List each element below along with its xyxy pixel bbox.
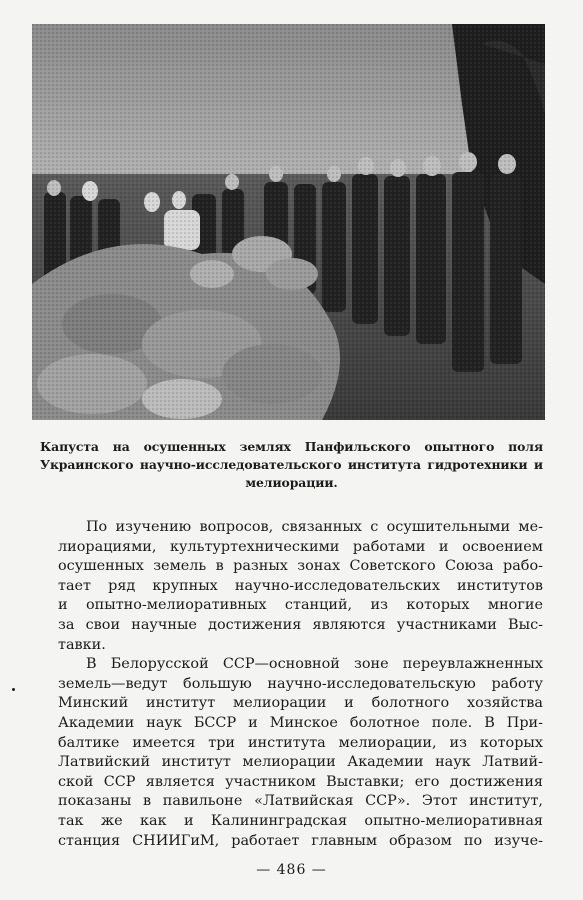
text-line: Латвийский институт мелиорации Академии наук Латвий- (58, 754, 543, 771)
text-line: показаны в павильоне «Латвийская ССР». Этот институт, (58, 793, 543, 810)
field-photograph (32, 24, 545, 420)
text-line: тает ряд крупных научно-исследовательских институтов (58, 577, 543, 594)
text-line: балтике имеется три института мелиорации, из которых (58, 734, 543, 751)
text-line: По изучению вопросов, связанных с осушительными ме- (86, 519, 543, 535)
text-line: Академии наук БССР и Минское болотное поле. В При- (58, 714, 543, 731)
text-line: тавки. (58, 636, 106, 653)
margin-mark (12, 688, 15, 691)
text-line: ской ССР является участником Выставки; его достижения (58, 773, 543, 790)
photo-image (32, 24, 545, 420)
text-line: и опытно-мелиоративных станций, из которых многие (58, 597, 543, 614)
text-line: так же как и Калининградская опытно-мелиоративная (58, 812, 543, 829)
text-line: станция СНИИГиМ, работает главным образом по изуче- (58, 832, 543, 849)
text-line: Минский институт мелиорации и болотного хозяйства (58, 695, 543, 712)
text-line: за свои научные достижения являются участниками Выс- (58, 616, 543, 633)
text-line: осушенных земель в разных зонах Советского Союза рабо- (58, 558, 543, 575)
body-text (58, 518, 543, 851)
text-line: земель—ведут большую научно-исследовательскую работу (58, 675, 543, 692)
text-line: В Белорусской ССР—основной зоне переувлажненных (86, 656, 543, 673)
paragraph (58, 655, 543, 851)
figure-caption: Капуста на осушенных землях Панфильского опытного поля Украинского научно-исследовательского института гидротехники и мелиорации. (40, 439, 543, 490)
text-line: лиорациями, культуртехническими работами и освоением (58, 538, 543, 555)
paragraph (58, 518, 543, 655)
page-number: — 486 — (256, 862, 327, 878)
